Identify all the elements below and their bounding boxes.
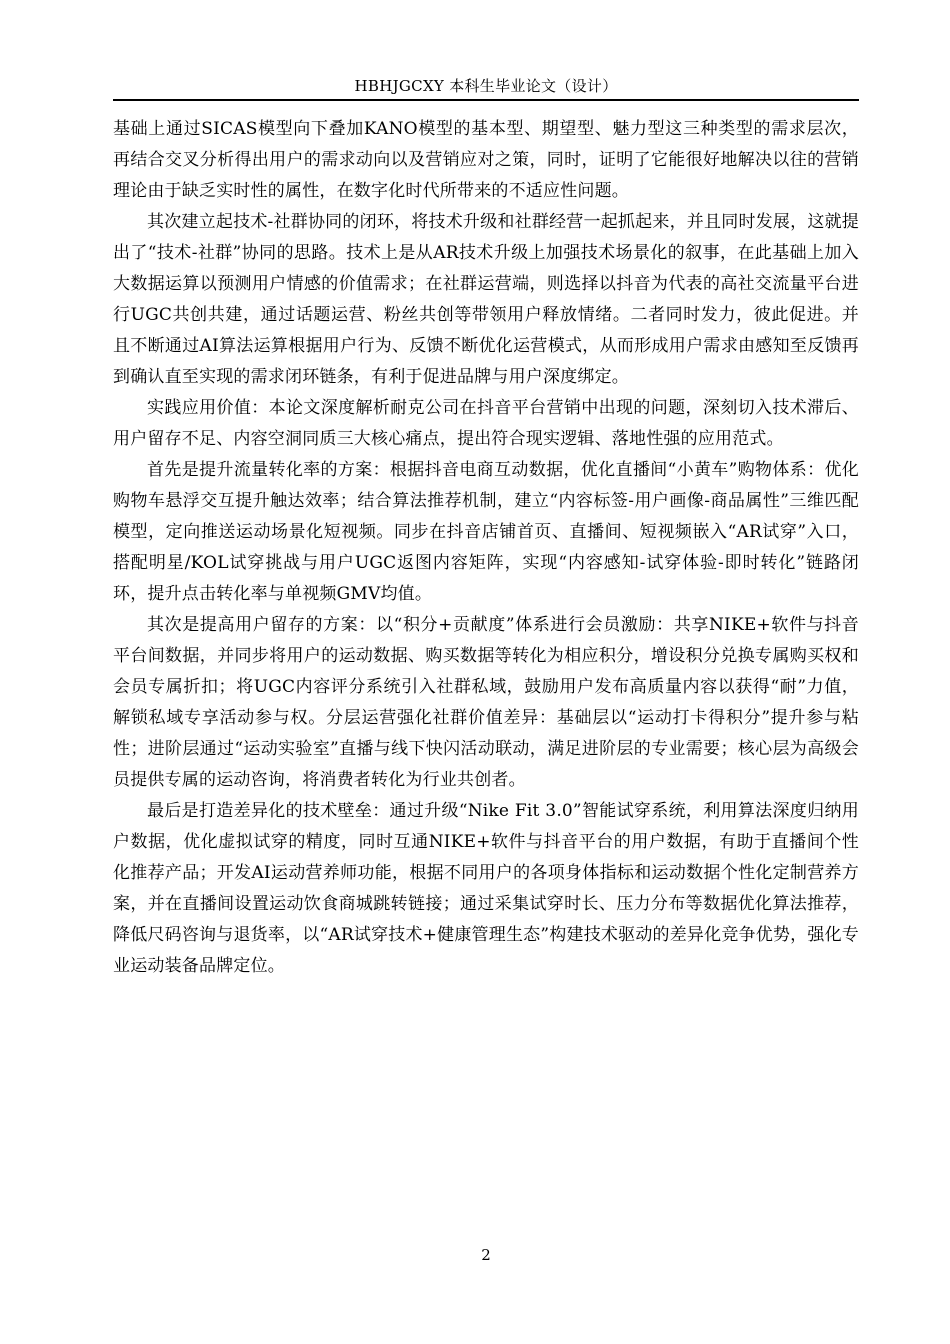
- paragraph-continuation: 基础上通过SICAS模型向下叠加KANO模型的基本型、期望型、魅力型这三种类型的需求层次，再结合交叉分析得出用户的需求动向以及营销应对之策，同时，证明了它能很好地解决以往的营销理论由于缺乏实时性的属性，在数字化时代所带来的不适应性问题。: [113, 119, 859, 201]
- paragraph-tech-barrier: 最后是打造差异化的技术壁垒：通过升级“Nike Fit 3.0”智能试穿系统，利用算法深度归纳用户数据，优化虚拟试穿的精度，同时互通NIKE+软件与抖音平台的用户数据，有助于直播间个性化推荐产品；开发AI运动营养师功能，根据不同用户的各项身体指标和运动数据个性化定制营养方案，并在直播间设置运动饮食商城跳转链接；通过采集试穿时长、压力分布等数据优化算法推荐，降低尺码咨询与退货率，以“AR试穿技术+健康管理生态”构建技术驱动的差异化竞争优势，强化专业运动装备品牌定位。: [113, 801, 859, 976]
- page-number: 2: [481, 1246, 491, 1264]
- paragraph-tech-community-loop: 其次建立起技术-社群协同的闭环，将技术升级和社群经营一起抓起来，并且同时发展，这就提出了“技术-社群”协同的思路。技术上是从AR技术升级上加强技术场景化的叙事，在此基础上加入大数据运算以预测用户情感的价值需求；在社群运营端，则选择以抖音为代表的高社交流量平台进行UGC共创共建，通过话题运营、粉丝共创等带领用户释放情绪。二者同时发力，彼此促进。并且不断通过AI算法运算根据用户行为、反馈不断优化运营模式，从而形成用户需求由感知至反馈再到确认直至实现的需求闭环链条，有利于促进品牌与用户深度绑定。: [113, 212, 859, 387]
- page-header: HBHJGCXY 本科生毕业论文（设计）: [354, 77, 618, 95]
- paragraph-practical-value: 实践应用价值：本论文深度解析耐克公司在抖音平台营销中出现的问题，深刻切入技术滞后、用户留存不足、内容空洞同质三大核心痛点，提出符合现实逻辑、落地性强的应用范式。: [113, 398, 859, 449]
- body-text: [113, 114, 859, 982]
- paragraph-retention-plan: 其次是提高用户留存的方案：以“积分+贡献度”体系进行会员激励：共享NIKE+软件与抖音平台间数据，并同步将用户的运动数据、购买数据等转化为相应积分，增设积分兑换专属购买权和会员专属折扣；将UGC内容评分系统引入社群私域，鼓励用户发布高质量内容以获得“耐”力值，解锁私域专享活动参与权。分层运营强化社群价值差异：基础层以“运动打卡得积分”提升参与粘性；进阶层通过“运动实验室”直播与线下快闪活动联动，满足进阶层的专业需要；核心层为高级会员提供专属的运动咨询，将消费者转化为行业共创者。: [113, 615, 859, 790]
- header-rule: [113, 99, 859, 101]
- paragraph-conversion-plan: 首先是提升流量转化率的方案：根据抖音电商互动数据，优化直播间“小黄车”购物体系：优化购物车悬浮交互提升触达效率；结合算法推荐机制，建立“内容标签-用户画像-商品属性”三维匹配模型，定向推送运动场景化短视频。同步在抖音店铺首页、直播间、短视频嵌入“AR试穿”入口，搭配明星/KOL试穿挑战与用户UGC返图内容矩阵，实现“内容感知-试穿体验-即时转化”链路闭环，提升点击转化率与单视频GMV均值。: [113, 460, 859, 604]
